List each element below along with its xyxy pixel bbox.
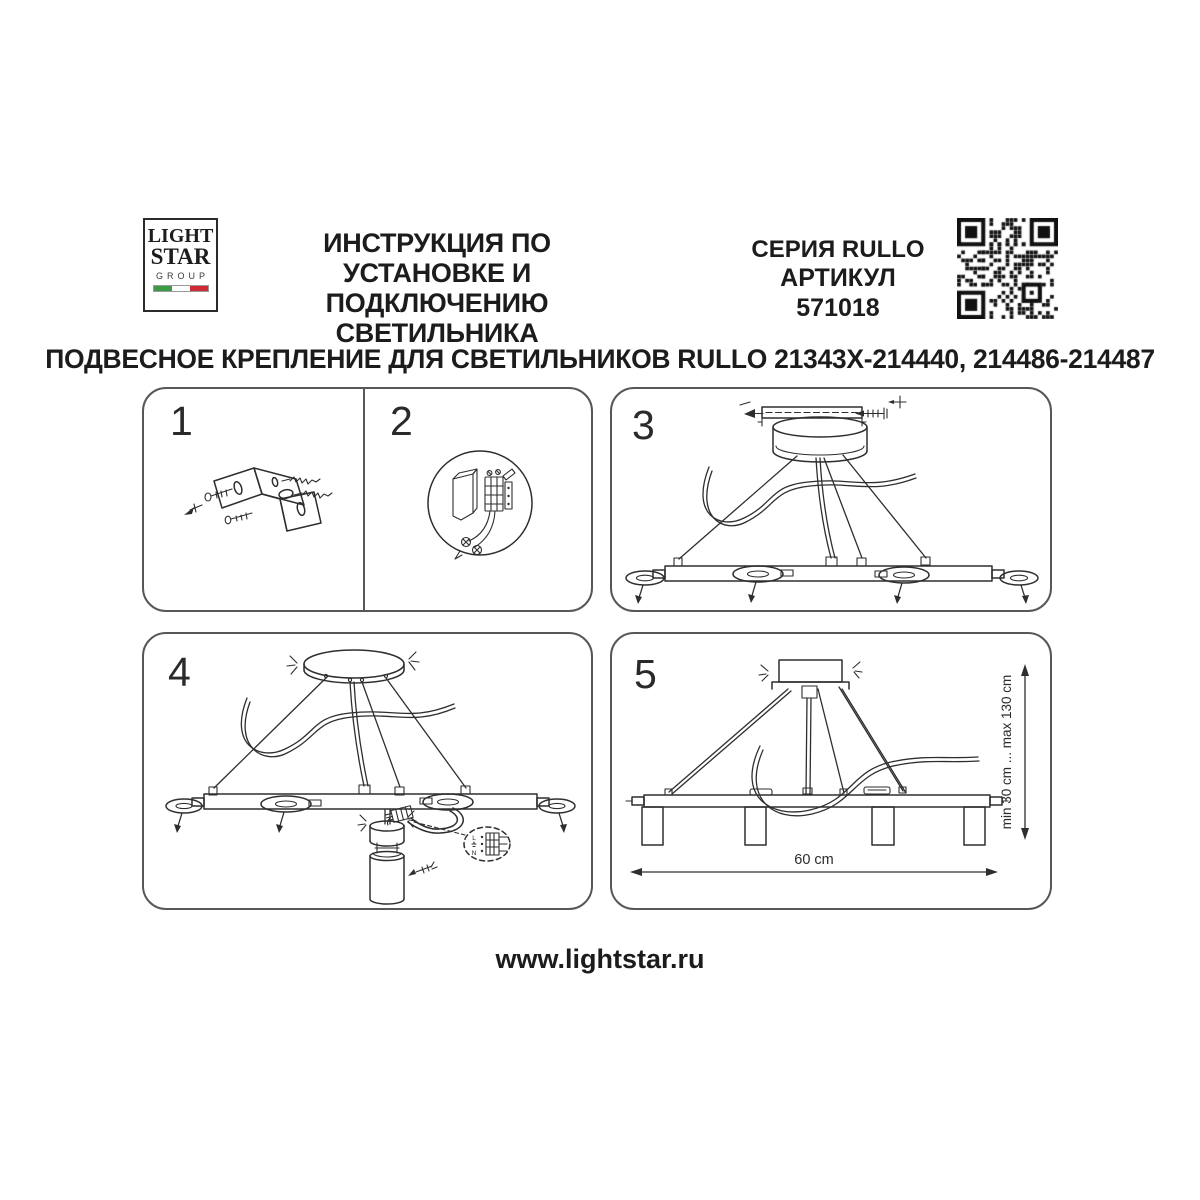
- panel-step-5: [610, 632, 1052, 910]
- flag-white-stripe: [172, 286, 190, 291]
- series-label: СЕРИЯ RULLO: [751, 236, 925, 263]
- step-3-number: 3: [632, 402, 655, 448]
- logo-word-light: LIGHT: [147, 225, 214, 247]
- step-3-diagram-suspension: [612, 389, 1050, 610]
- step-4-diagram-lamp-wiring: [144, 634, 591, 908]
- terminal-label-l: L: [472, 835, 476, 842]
- lightstar-logo: [143, 218, 218, 312]
- height-dimension-label: min 30 cm ... max 130 cm: [999, 674, 1014, 830]
- step-5-number: 5: [634, 651, 657, 697]
- step-5-diagram-dimensions: [612, 634, 1050, 908]
- subtitle: ПОДВЕСНОЕ КРЕПЛЕНИЕ ДЛЯ СВЕТИЛЬНИКОВ RULLO 21343X-214440, 214486-214487: [45, 344, 1155, 374]
- step-2-number: 2: [390, 398, 413, 444]
- title-line-1: ИНСТРУКЦИЯ ПО УСТАНОВКЕ И: [323, 228, 551, 288]
- article-label: АРТИКУЛ 571018: [780, 264, 896, 322]
- step-1-number: 1: [170, 398, 193, 444]
- qr-code: [957, 218, 1058, 319]
- step-2-diagram-connector: [365, 389, 591, 610]
- step-4-number: 4: [168, 649, 191, 695]
- width-dimension-label: 60 cm: [794, 852, 834, 868]
- logo-word-star: STAR: [150, 244, 211, 269]
- panel-step-3: [610, 387, 1052, 612]
- document-title: [258, 228, 616, 348]
- terminal-label-n: N: [471, 850, 477, 857]
- panel-steps-1-2: [142, 387, 593, 612]
- series-article-block: [742, 236, 934, 323]
- title-line-2: ПОДКЛЮЧЕНИЮ СВЕТИЛЬНИКА: [325, 288, 549, 348]
- panel-step-4: [142, 632, 593, 910]
- logo-italian-flag: [153, 285, 209, 292]
- flag-green-stripe: [154, 286, 172, 291]
- step-1-diagram-bracket: [144, 389, 363, 610]
- logo-word-group: GROUP: [155, 271, 209, 281]
- flag-red-stripe: [190, 286, 208, 291]
- footer-website-url: www.lightstar.ru: [495, 944, 705, 974]
